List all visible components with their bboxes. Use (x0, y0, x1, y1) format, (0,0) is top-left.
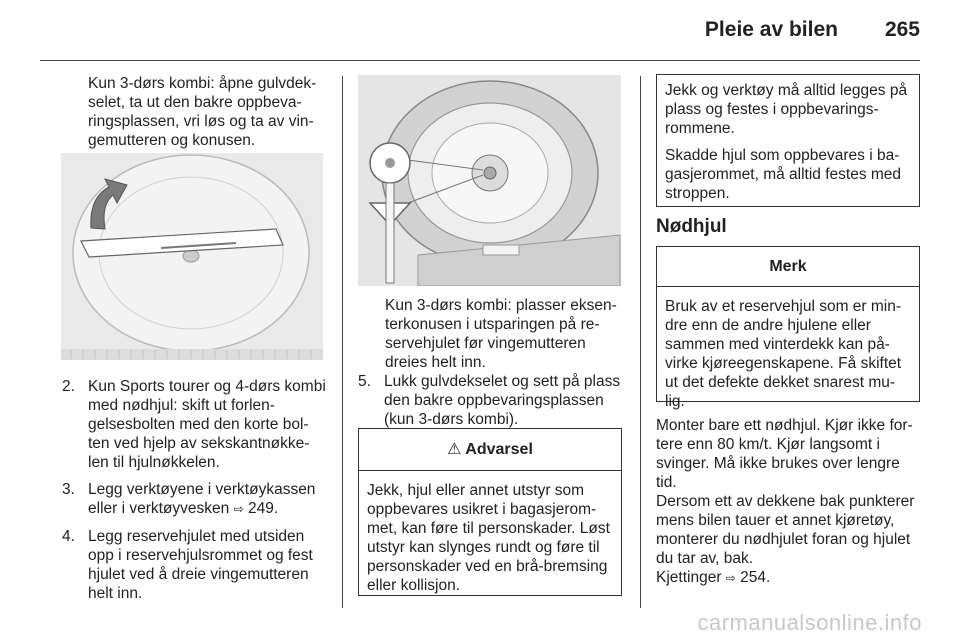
column-divider-2 (640, 76, 641, 608)
warning-box (358, 428, 622, 596)
tools-storage-box (656, 74, 920, 207)
intro-paragraph: Kun 3-dørs kombi: åpne gulvdek-selet, ta ut den bakre oppbeva-ringsplassen, vri løs og ta av vin-gemutteren og konusen. (88, 75, 317, 149)
paragraph-towing: Dersom ett av dekkene bak punkterer mens bilen tauer et annet kjøretøy, monterer du nødhjulet foran og hjulet du tar av, bak. (656, 493, 915, 567)
column-divider-1 (342, 76, 343, 608)
paragraph-chains (656, 568, 920, 588)
page-ref-link[interactable]: 254. (740, 569, 771, 586)
note-body: Bruk av et reservehjul som er min-dre enn de andre hjulene eller sammen med vinterdekk kan på-virke kjøreegenskapene. Få skiftet ut det defekte dekket snarest mu-lig. (665, 298, 902, 410)
spare-wheel-cover-illustration (61, 153, 323, 360)
warning-box-header (359, 429, 621, 471)
list-item (62, 377, 328, 472)
steps-list-2-4 (62, 377, 328, 611)
step-text: Lukk gulvdekselet og sett på plass den bakre oppbevaringsplassen (kun 3-dørs kombi). (384, 373, 621, 428)
warning-triangle-icon: ⚠ (447, 441, 462, 458)
spare-wheel-cover-figure (61, 153, 323, 360)
spare-wheel-illustration (358, 75, 621, 286)
spare-wheel-figure (358, 75, 621, 286)
note-box (656, 246, 920, 410)
header-rule (40, 60, 920, 61)
list-item (62, 527, 328, 603)
chains-label: Kjettinger (656, 569, 722, 586)
tools-storage-paragraph-2: Skadde hjul som oppbevares i ba-gasjerommet, må alltid festes med stroppen. (665, 147, 902, 202)
paragraph-speed-limit: Monter bare ett nødhjul. Kjør ikke for-tere enn 80 km/t. Kjør langsomt i svinger. Må ikke brukes over lengre tid. (656, 417, 913, 491)
step-text: Legg verktøyene i verktøykassen eller i verktøyvesken (88, 481, 316, 517)
watermark-text: carmanualsonline.info (697, 610, 922, 635)
page-ref-arrow-icon: ⇨ (233, 502, 244, 516)
step-number: 3. (62, 481, 75, 498)
section-title: Nødhjul (656, 216, 727, 237)
page-number: 265 (884, 18, 920, 41)
page-ref-link[interactable]: 249. (247, 500, 279, 517)
list-item (358, 372, 624, 429)
list-item (62, 480, 328, 519)
page-header-title: Pleie av bilen (704, 18, 838, 41)
step-number: 2. (62, 378, 75, 395)
note-box-header: Merk (657, 247, 919, 287)
step-number: 4. (62, 528, 75, 545)
step-number: 5. (358, 373, 371, 390)
eccentric-cone-note: Kun 3-dørs kombi: plasser eksen-terkonusen i utsparingen på re-servehjulet før vingemutteren dreies helt inn. (385, 297, 617, 371)
warning-body: Jekk, hjul eller annet utstyr som oppbevares usikret i bagasjerom-met, kan føre til personskader. Løst utstyr kan slynges rundt og føre til personskader ved en brå-bremsing eller kollisjon. (367, 482, 610, 594)
tools-storage-paragraph-1: Jekk og verktøy må alltid legges på plass og festes i oppbevarings-rommene. (665, 82, 908, 137)
page-ref-arrow-icon: ⇨ (725, 571, 736, 585)
tools-storage-body (657, 75, 919, 217)
warning-title: Advarsel (465, 441, 533, 458)
step-text: Kun Sports tourer og 4-dørs kombi med nødhjul: skift ut forlen-gelsesbolten med den korte bol-ten ved hjelp av sekskantnøkke-len til hjulnøkkelen. (88, 378, 326, 471)
step-text: Legg reservehjulet med utsiden opp i reservehjulsrommet og fest hjulet ved å dreie vingemutteren helt inn. (88, 528, 313, 602)
